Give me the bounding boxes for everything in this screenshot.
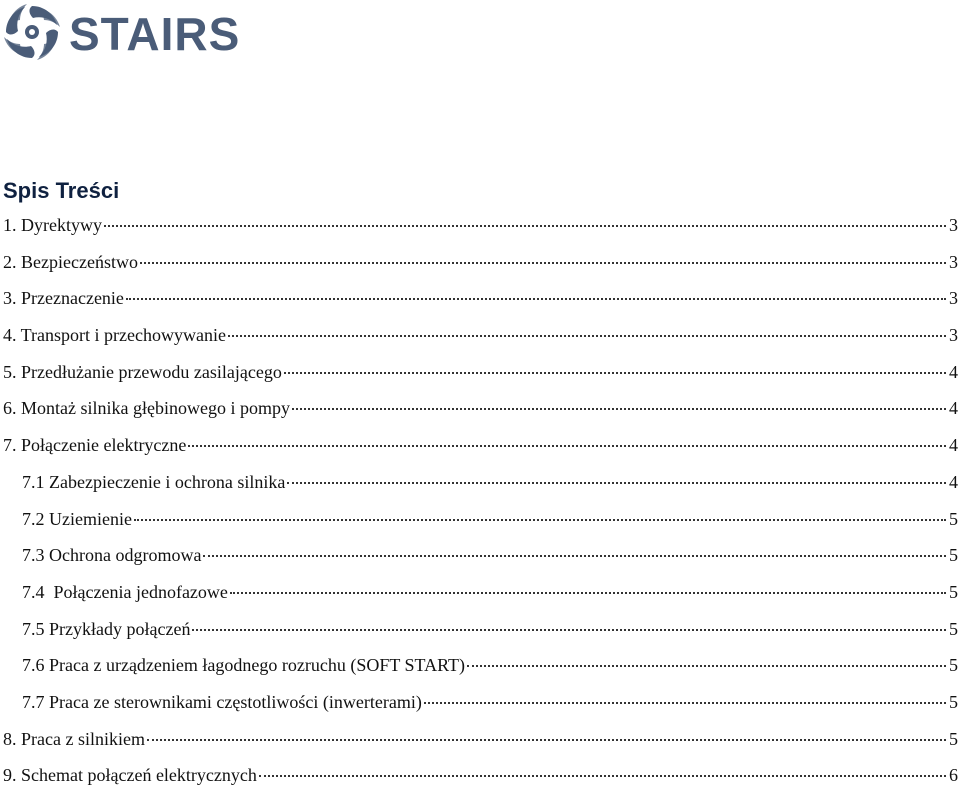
dot-leader xyxy=(228,335,946,337)
toc-entry-page-number: 3 xyxy=(949,215,958,235)
toc-entry-label: 7.4 Połączenia jednofazowe xyxy=(22,581,228,602)
logo-swirl-icon xyxy=(0,0,64,64)
toc-entry-page-number: 3 xyxy=(949,288,958,309)
toc-entry-label: 4. Transport i przechowywanie xyxy=(3,325,226,346)
toc-entry-page-number: 5 xyxy=(949,655,958,676)
dot-leader xyxy=(230,592,946,594)
toc-entry[interactable] xyxy=(3,320,958,357)
stairs-logo xyxy=(0,0,300,72)
dot-leader xyxy=(203,555,946,557)
toc-title: Spis Treści xyxy=(3,178,120,203)
dot-leader xyxy=(467,665,946,667)
toc-entry[interactable] xyxy=(3,210,958,247)
toc-entry[interactable] xyxy=(3,614,958,651)
toc-list xyxy=(3,210,958,797)
toc-entry[interactable] xyxy=(3,430,958,467)
toc-entry-label: 7.1 Zabezpieczenie i ochrona silnika xyxy=(22,471,286,492)
toc-entry-page-number: 3 xyxy=(949,325,958,346)
toc-entry-page-number: 5 xyxy=(949,581,958,602)
toc-entry-page-number: 5 xyxy=(949,545,958,566)
toc-entry-page-number: 5 xyxy=(949,728,958,749)
dot-leader xyxy=(287,482,946,484)
dot-leader xyxy=(134,519,946,521)
dot-leader xyxy=(284,372,946,374)
toc-entry[interactable] xyxy=(3,760,958,797)
toc-entry[interactable] xyxy=(3,467,958,504)
toc-entry[interactable] xyxy=(3,283,958,320)
dot-leader xyxy=(424,702,946,704)
toc-entry[interactable] xyxy=(3,724,958,761)
toc-entry-label: 7.3 Ochrona odgromowa xyxy=(22,545,202,566)
dot-leader xyxy=(259,775,946,777)
toc-entry-label: 7.6 Praca z urządzeniem łagodnego rozruchu (SOFT START) xyxy=(22,655,466,676)
toc-entry[interactable] xyxy=(3,540,958,577)
toc-entry-label: 9. Schemat połączeń elektrycznych xyxy=(3,765,257,786)
toc-entry-label: 3. Przeznaczenie xyxy=(3,288,124,309)
toc-entry-label: 2. Bezpieczeństwo xyxy=(3,251,138,272)
toc-entry[interactable] xyxy=(3,650,958,687)
toc-entry-label: 6. Montaż silnika głębinowego i pompy xyxy=(3,398,290,419)
toc-entry[interactable] xyxy=(3,504,958,541)
dot-leader xyxy=(104,225,946,227)
toc-entry-page-number: 6 xyxy=(949,765,958,786)
toc-entry-page-number: 4 xyxy=(949,398,958,419)
toc-entry-label: 7. Połączenie elektryczne xyxy=(3,435,187,456)
dot-leader xyxy=(192,629,946,631)
toc-entry-page-number: 4 xyxy=(949,471,958,492)
toc-entry-page-number: 3 xyxy=(949,251,958,272)
toc-entry-label: 1. Dyrektywy xyxy=(3,215,102,235)
dot-leader xyxy=(292,408,946,410)
toc-entry-page-number: 4 xyxy=(949,435,958,456)
toc-entry-label: 8. Praca z silnikiem xyxy=(3,728,145,749)
toc-entry-label: 5. Przedłużanie przewodu zasilającego xyxy=(3,361,282,382)
logo-wordmark: STAIRS xyxy=(69,8,241,60)
toc-entry[interactable] xyxy=(3,687,958,724)
toc-entry-label: 7.2 Uziemienie xyxy=(22,508,132,529)
toc-entry-page-number: 5 xyxy=(949,508,958,529)
dot-leader xyxy=(140,262,946,264)
toc-entry-page-number: 4 xyxy=(949,361,958,382)
toc-entry-page-number: 5 xyxy=(949,691,958,712)
toc-entry-page-number: 5 xyxy=(949,618,958,639)
toc-entry[interactable] xyxy=(3,247,958,284)
dot-leader xyxy=(188,445,946,447)
toc-entry-label: 7.5 Przykłady połączeń xyxy=(22,618,191,639)
toc-entry[interactable] xyxy=(3,357,958,394)
toc-entry-label: 7.7 Praca ze sterownikami częstotliwości (inwerterami) xyxy=(22,691,422,712)
toc-entry[interactable] xyxy=(3,393,958,430)
toc-entry[interactable] xyxy=(3,577,958,614)
dot-leader xyxy=(147,739,946,741)
dot-leader xyxy=(126,298,946,300)
